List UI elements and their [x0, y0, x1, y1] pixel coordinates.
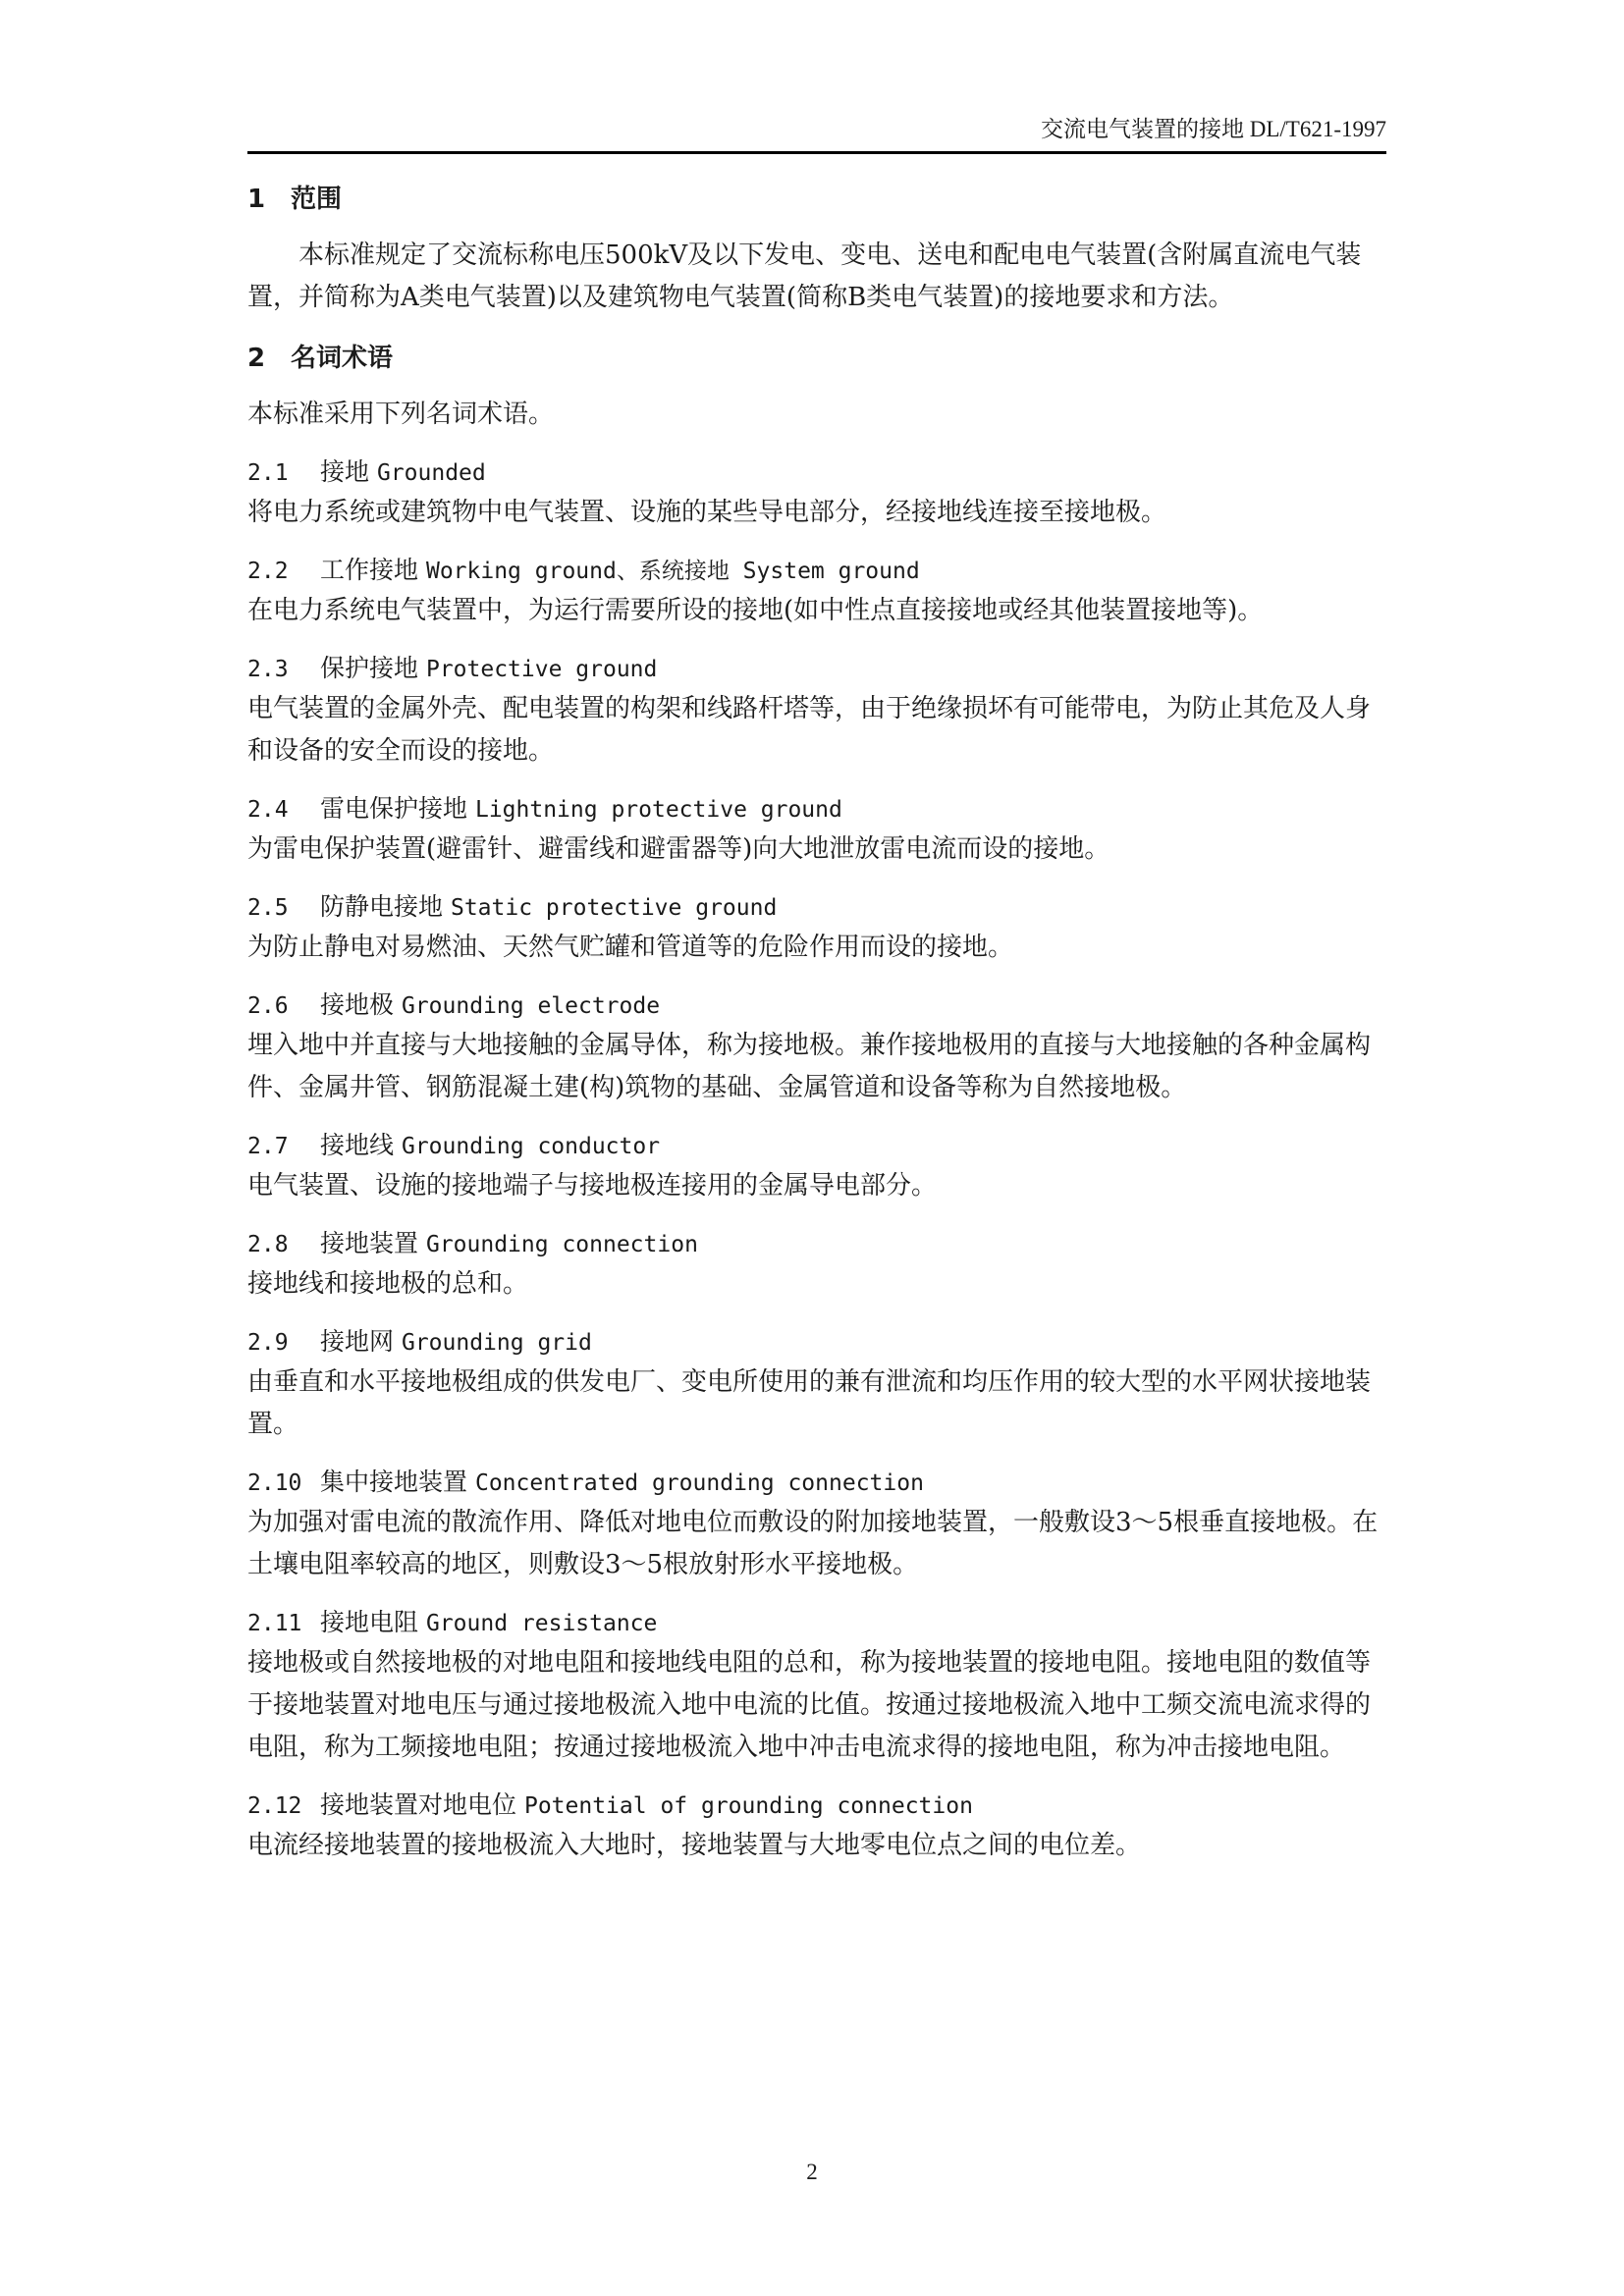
term-definition: 电气装置、设施的接地端子与接地极连接用的金属导电部分。 [247, 1171, 938, 1201]
term-name-zh: 接地装置 [320, 1229, 419, 1257]
term-name-en: Concentrated grounding connection [474, 1470, 924, 1496]
term-name-en: Potential of grounding connection [523, 1793, 973, 1819]
section-heading-terms [247, 341, 1386, 376]
term-entry [247, 1604, 1386, 1769]
term-entry [247, 987, 1386, 1109]
term-name-zh: 接地极 [320, 990, 395, 1019]
term-number: 2.5 [247, 895, 289, 921]
term-entry [247, 650, 1386, 773]
term-list [247, 454, 1386, 1867]
term-title [247, 987, 1386, 1025]
section-number: 2 [247, 344, 266, 373]
term-definition: 为防止静电对易燃油、天然气贮罐和管道等的危险作用而设的接地。 [247, 933, 1014, 962]
term-name-zh: 防静电接地 [320, 892, 444, 921]
term-number: 2.4 [247, 797, 289, 823]
term-number: 2.3 [247, 657, 289, 682]
term-entry [247, 1225, 1386, 1306]
term-title [247, 1127, 1386, 1165]
term-name-zh: 接地网 [320, 1327, 395, 1356]
term-title [247, 650, 1386, 688]
term-number: 2.7 [247, 1134, 289, 1159]
term-name-zh: 接地电阻 [320, 1608, 419, 1636]
term-definition: 在电力系统电气装置中，为运行需要所设的接地(如中性点直接接地或经其他装置接地等)。 [247, 596, 1264, 625]
term-definition: 电气装置的金属外壳、配电装置的构架和线路杆塔等，由于绝缘损坏有可能带电，为防止其危及人身和设备的安全而设的接地。 [247, 694, 1372, 766]
term-definition: 埋入地中并直接与大地接触的金属导体，称为接地极。兼作接地极用的直接与大地接触的各种金属构件、金属井管、钢筋混凝土建(构)筑物的基础、金属管道和设备等称为自然接地极。 [247, 1031, 1372, 1102]
term-entry [247, 1787, 1386, 1867]
term-title [247, 790, 1386, 828]
term-entry [247, 790, 1386, 871]
term-name-zh: 保护接地 [320, 654, 419, 682]
term-definition: 将电力系统或建筑物中电气装置、设施的某些导电部分，经接地线连接至接地极。 [247, 498, 1167, 527]
section-heading-scope [247, 182, 1386, 217]
term-title [247, 1787, 1386, 1825]
term-title [247, 1225, 1386, 1263]
term-name-zh: 集中接地装置 [320, 1468, 468, 1496]
term-name-en: Static protective ground [450, 895, 778, 921]
header-code: DL/T621-1997 [1249, 117, 1386, 141]
page-number: 2 [806, 2160, 818, 2184]
section-number: 1 [247, 185, 266, 214]
term-number: 2.2 [247, 559, 289, 584]
term-name-en: Grounded [376, 460, 486, 486]
term-number: 2.10 [247, 1470, 302, 1496]
running-header [247, 108, 1386, 154]
term-name-zh: 接地 [320, 457, 370, 486]
term-definition: 接地极或自然接地极的对地电阻和接地线电阻的总和，称为接地装置的接地电阻。接地电阻的数值等于接地装置对地电压与通过接地极流入地中电流的比值。按通过接地极流入地中工频交流电流求得的电阻，称为工频接地电阻；按通过接地极流入地中冲击电流求得的接地电阻，称为冲击接地电阻。 [247, 1648, 1372, 1762]
term-title [247, 1464, 1386, 1502]
term-name-en: Grounding electrode [401, 993, 661, 1019]
term-title [247, 552, 1386, 590]
term-name-zh: 接地线 [320, 1131, 395, 1159]
term-name-zh: 雷电保护接地 [320, 794, 468, 823]
term-definition: 电流经接地装置的接地极流入大地时，接地装置与大地零电位点之间的电位差。 [247, 1831, 1142, 1860]
term-entry [247, 1127, 1386, 1207]
term-name-en: Grounding connection [425, 1232, 698, 1257]
term-name-en: Ground resistance [425, 1611, 658, 1636]
term-definition: 由垂直和水平接地极组成的供发电厂、变电所使用的兼有泄流和均压作用的较大型的水平网状接地装置。 [247, 1367, 1372, 1439]
term-number: 2.12 [247, 1793, 302, 1819]
header-title: 交流电气装置的接地 [1040, 117, 1244, 141]
term-name-en: Working ground、系统接地 System ground [425, 559, 920, 584]
term-number: 2.11 [247, 1611, 302, 1636]
term-name-en: Grounding grid [401, 1330, 592, 1356]
scope-paragraph: 本标准规定了交流标称电压500kV及以下发电、变电、送电和配电电气装置(含附属直流电气装置，并简称为A类电气装置)以及建筑物电气装置(简称B类电气装置)的接地要求和方法。 [247, 240, 1362, 312]
term-title [247, 454, 1386, 492]
term-definition: 为加强对雷电流的散流作用、降低对地电位而敷设的附加接地装置，一般敷设3～5根垂直接地极。在土壤电阻率较高的地区，则敷设3～5根放射形水平接地极。 [247, 1508, 1379, 1579]
term-title [247, 1604, 1386, 1642]
term-entry [247, 552, 1386, 632]
document-page [247, 108, 1386, 1867]
term-entry [247, 888, 1386, 969]
term-name-zh: 接地装置对地电位 [320, 1790, 517, 1819]
term-number: 2.6 [247, 993, 289, 1019]
term-definition: 接地线和接地极的总和。 [247, 1269, 529, 1299]
section-title: 名词术语 [291, 344, 394, 373]
term-name-en: Grounding conductor [401, 1134, 661, 1159]
term-title [247, 888, 1386, 927]
term-number: 2.8 [247, 1232, 289, 1257]
term-entry [247, 1464, 1386, 1586]
term-name-zh: 工作接地 [320, 556, 419, 584]
term-entry [247, 1323, 1386, 1446]
term-name-en: Protective ground [425, 657, 658, 682]
term-number: 2.1 [247, 460, 289, 486]
term-title [247, 1323, 1386, 1362]
term-name-en: Lightning protective ground [474, 797, 842, 823]
term-entry [247, 454, 1386, 534]
term-number: 2.9 [247, 1330, 289, 1356]
term-definition: 为雷电保护装置(避雷针、避雷线和避雷器等)向大地泄放雷电流而设的接地。 [247, 834, 1110, 864]
section-title: 范围 [291, 185, 343, 214]
terms-intro: 本标准采用下列名词术语。 [247, 400, 555, 429]
